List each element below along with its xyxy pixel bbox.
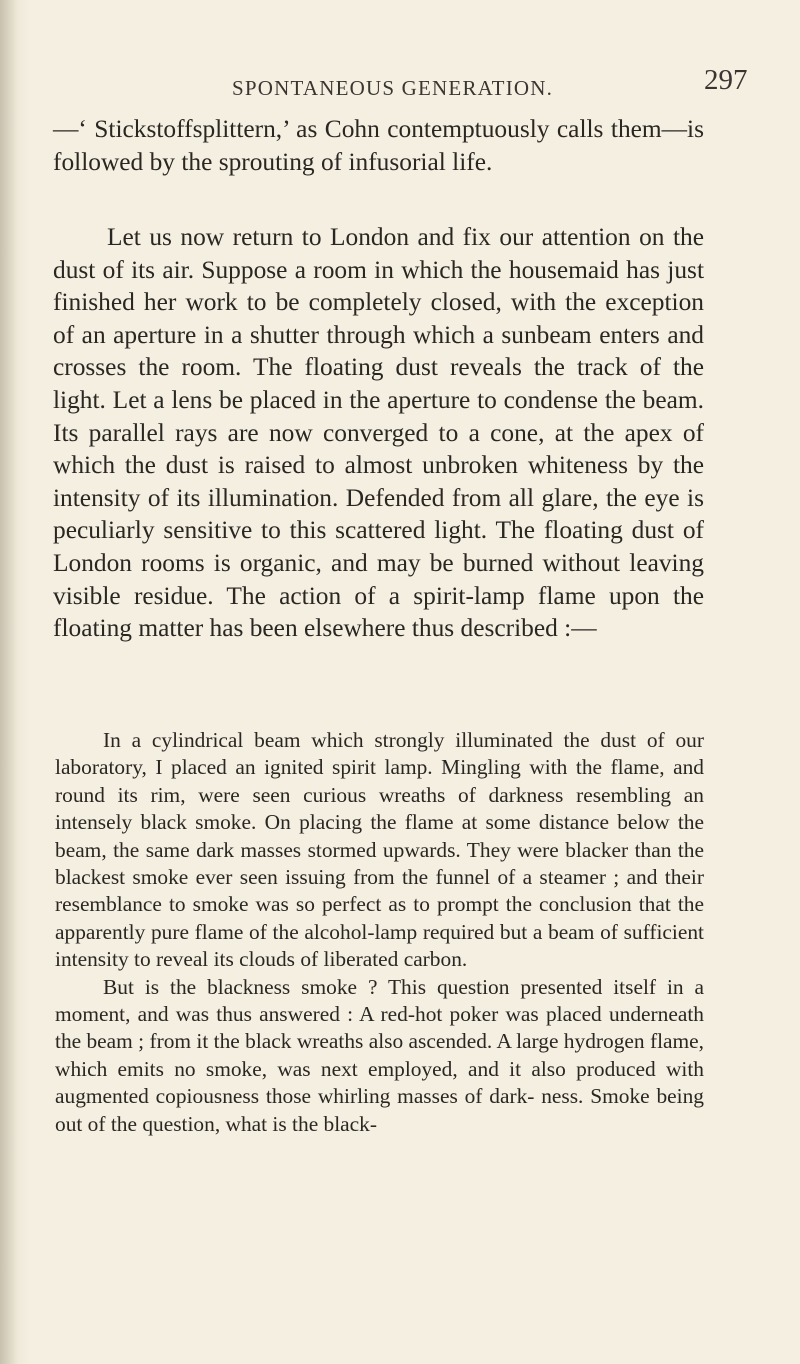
body-paragraph: Let us now return to London and fix our attention on the dust of its air. Suppose a room in which the housemaid has just finished her work to be completely closed, with the exception of an aperture in a shutter through which a sunbeam enters and crosses the room. The floating dust reveals the track of the light. Let a lens be placed in the aperture to condense the beam. Its parallel rays are now converged to a cone, at the apex of which the dust is raised to almost unbroken whiteness by the intensity of its illumination. Defended from all glare, the eye is peculiarly sensitive to this scattered light. The floating dust of London rooms is organic, and may be burned without leaving visible residue. The action of a spirit-lamp flame upon the floating matter has been elsewhere thus described :—	[53, 223, 704, 643]
spine-shadow	[0, 0, 18, 1364]
quote-paragraph: But is the blackness smoke ? This question presented itself in a moment, and was thus answered : A red-hot poker was placed underneath the beam ; from it the black wreaths also ascended. A large hydrogen flame, which emits no smoke, was next employed, and it also produced with augmented copiousness those whirling masses of dark- ness. Smoke being out of the question, what is the black-	[55, 974, 704, 1136]
quote-paragraph: In a cylindrical beam which strongly illuminated the dust of our laboratory, I placed an ignited spirit lamp. Mingling with the flame, and round its rim, were seen curious wreaths of darkness resembling an intensely black smoke. On placing the flame at some distance below the beam, the same dark masses stormed upwards. They were blacker than the blackest smoke ever seen issuing from the funnel of a steamer ; and their resemblance to smoke was so perfect as to prompt the conclusion that the apparently pure flame of the alcohol-lamp required but a beam of sufficient intensity to reveal its clouds of liberated carbon.	[55, 728, 704, 972]
page-number: 297	[704, 64, 748, 96]
running-title: SPONTANEOUS GENERATION.	[232, 76, 554, 100]
body-paragraph: —‘ Stickstoffsplittern,’ as Cohn contemptuously calls them—is followed by the sprouting of infusorial life.	[53, 115, 704, 176]
running-head	[0, 56, 800, 100]
block-quote	[55, 727, 704, 1138]
